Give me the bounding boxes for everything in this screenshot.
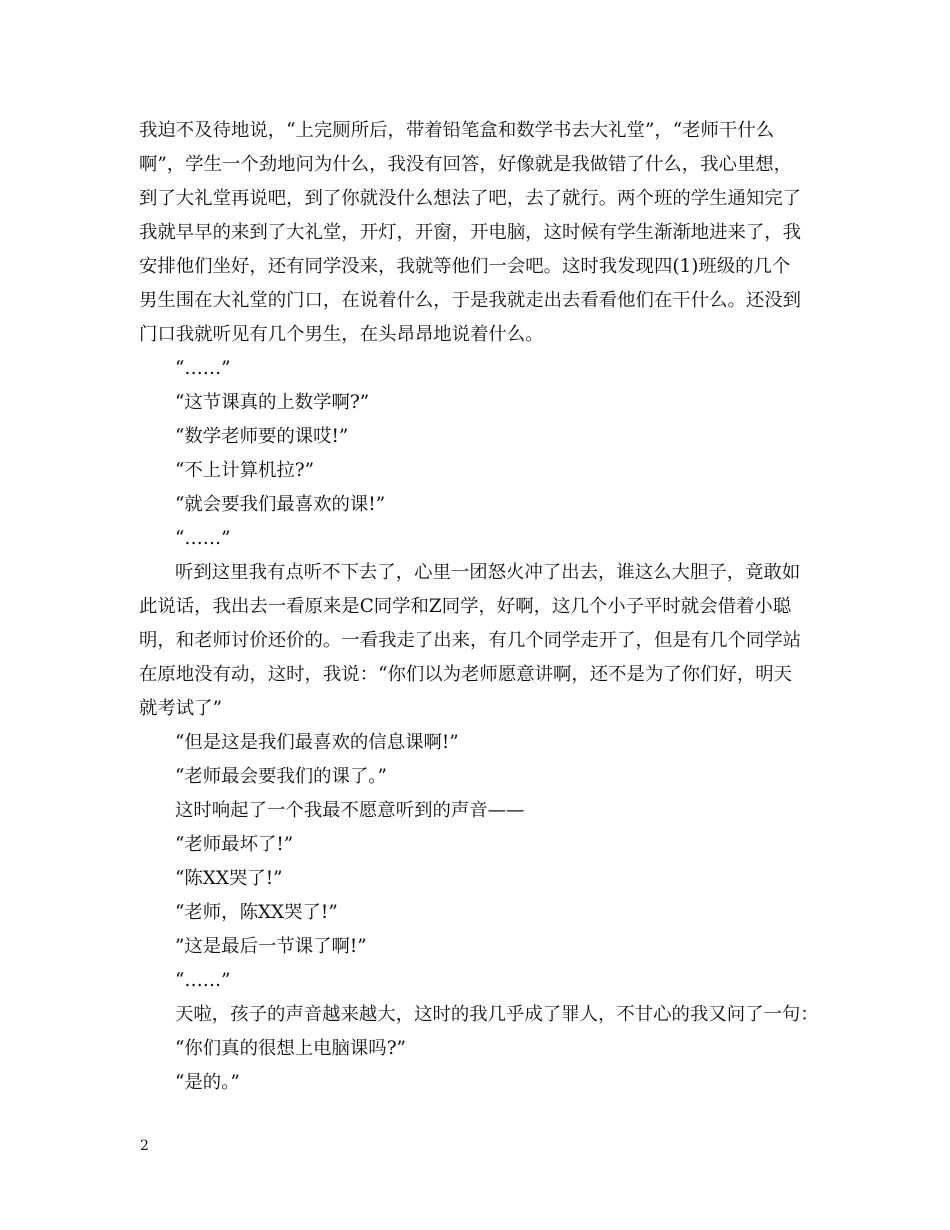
text-line: 听到这里我有点听不下去了，心里一团怒火冲了出去，谁这么大胆子，竟敢如	[175, 562, 801, 583]
text-line: “这节课真的上数学啊?”	[175, 392, 370, 413]
text-line: “不上计算机拉?”	[175, 460, 315, 481]
text-line: “是的。”	[175, 1072, 240, 1093]
text-line: “老师，陈XX哭了!”	[175, 902, 338, 923]
text-line: “老师最会要我们的课了。”	[175, 766, 387, 787]
text-line: 天啦，孩子的声音越来越大，这时的我几乎成了罪人，不甘心的我又问了一句：	[175, 1004, 819, 1025]
text-line: 到了大礼堂再说吧，到了你就没什么想法了吧，去了就行。两个班的学生通知完了	[139, 188, 802, 209]
text-line: 门口我就听见有几个男生，在头昂昂地说着什么。	[139, 324, 544, 345]
text-line: “数学老师要的课哎!”	[175, 426, 349, 447]
text-line: “但是这是我们最喜欢的信息课啊!”	[175, 732, 459, 753]
text-line: “老师最坏了!”	[175, 834, 294, 855]
text-line: 我就早早的来到了大礼堂，开灯，开窗，开电脑，这时候有学生渐渐地进来了，我	[139, 222, 802, 243]
text-line: 明，和老师讨价还价的。一看我走了出来，有几个同学走开了，但是有几个同学站	[139, 630, 802, 651]
page-number: 2	[140, 1138, 149, 1154]
text-line: 我迫不及待地说，“上完厕所后，带着铅笔盒和数学书去大礼堂”，“老师干什么	[139, 120, 775, 141]
text-line: “你们真的很想上电脑课吗?”	[175, 1038, 406, 1059]
text-line: 这时响起了一个我最不愿意听到的声音——	[175, 800, 525, 821]
text-line: 在原地没有动，这时，我说：“你们以为老师愿意讲啊，还不是为了你们好，明天	[139, 664, 793, 685]
text-line: “……”	[175, 358, 231, 379]
text-line: 啊”，学生一个劲地问为什么，我没有回答，好像就是我做错了什么，我心里想，	[139, 154, 793, 175]
text-line: ”这是最后一节课了啊!”	[175, 936, 367, 957]
text-line: 此说话，我出去一看原来是C同学和Z同学，好啊，这几个小子平时就会借着小聪	[139, 596, 792, 617]
body-text	[139, 114, 829, 1100]
text-line: 就考试了”	[139, 698, 222, 719]
text-line: “……”	[175, 528, 231, 549]
text-line: 安排他们坐好，还有同学没来，我就等他们一会吧。这时我发现四(1)班级的几个	[139, 256, 791, 277]
text-line: “就会要我们最喜欢的课!”	[175, 494, 386, 515]
text-line: “……”	[175, 970, 231, 991]
text-line: “陈XX哭了!”	[175, 868, 283, 889]
text-line: 男生围在大礼堂的门口，在说着什么，于是我就走出去看看他们在干什么。还没到	[139, 290, 802, 311]
